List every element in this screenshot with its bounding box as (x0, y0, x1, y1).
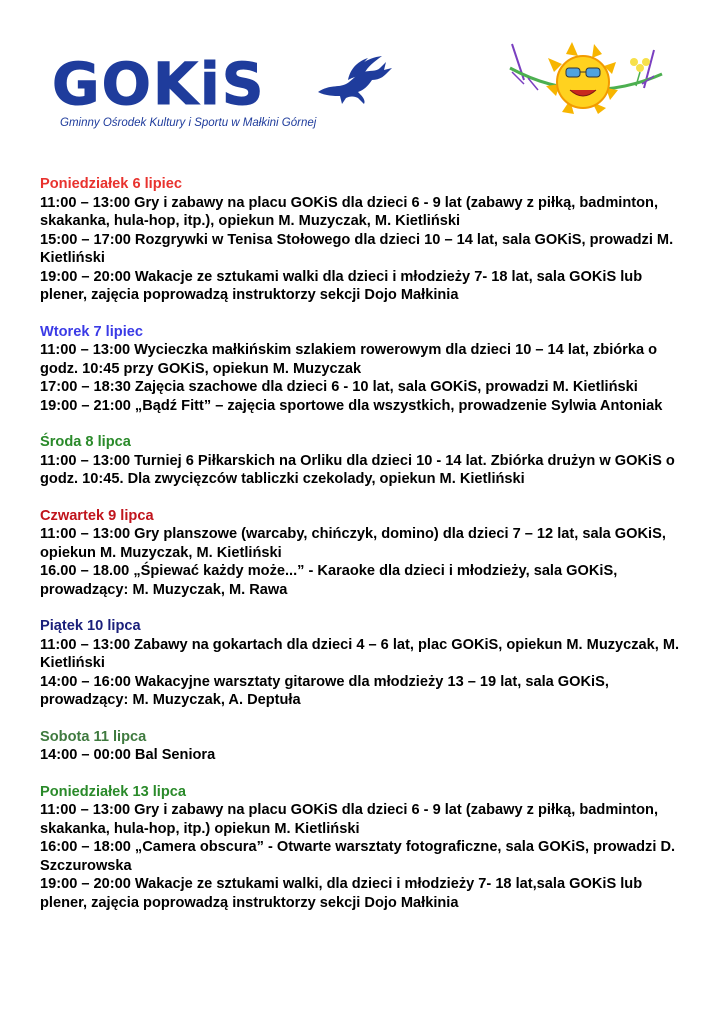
sun-hammock-icon (494, 38, 672, 132)
event-entry: 19:00 – 20:00 Wakacje ze sztukami walki dla dzieci i młodzieży 7- 18 lat, sala GOKiS lub plener, zajęcia poprowadzą instruktorzy sekcji Dojo Małkinia (40, 268, 643, 303)
day-block (40, 175, 684, 305)
day-heading: Poniedziałek 6 lipiec (40, 176, 182, 192)
day-block (40, 433, 684, 489)
day-block (40, 728, 684, 765)
event-entry: 19:00 – 20:00 Wakacje ze sztukami walki, dla dzieci i młodzieży 7- 18 lat,sala GOKiS lub plener, zajęcia poprowadzą instruktorzy sekcji Dojo Małkinia (40, 876, 643, 911)
pegasus-icon (312, 54, 398, 106)
event-entry: 11:00 – 13:00 Turniej 6 Piłkarskich na Orliku dla dzieci 10 - 14 lat. Zbiórka drużyn w GOKiS o godz. 10:45. Dla zwycięzców tabliczki czekolady, opiekun M. Kietliński (40, 452, 675, 487)
day-block (40, 323, 684, 416)
day-heading: Wtorek 7 lipiec (40, 323, 143, 340)
event-entry: 19:00 – 21:00 „Bądź Fitt” – zajęcia sportowe dla wszystkich, prowadzenie Sylwia Antoniak (40, 397, 663, 414)
day-heading: Poniedziałek 13 lipca (40, 783, 187, 800)
event-entry: 15:00 – 17:00 Rozgrywki w Tenisa Stołowego dla dzieci 10 – 14 lat, sala GOKiS, prowadzi M. Kietliński (40, 231, 674, 266)
event-entry: 14:00 – 00:00 Bal Seniora (40, 747, 216, 763)
logo-wordmark: GOKiS (52, 50, 266, 118)
event-entry: 11:00 – 13:00 Zabawy na gokartach dla dzieci 4 – 6 lat, plac GOKiS, opiekun M. Muzyczak, M. Kietliński (40, 636, 680, 671)
event-entry: 17:00 – 18:30 Zajęcia szachowe dla dzieci 6 - 10 lat, sala GOKiS, prowadzi M. Kietliński (40, 379, 638, 395)
day-heading: Piątek 10 lipca (40, 618, 141, 634)
day-block (40, 783, 684, 913)
event-entry: 14:00 – 16:00 Wakacyjne warsztaty gitarowe dla młodzieży 13 – 19 lat, sala GOKiS, prowadzący: M. Muzyczak, A. Deptuła (40, 673, 609, 708)
gokis-logo (40, 50, 406, 138)
event-entry: 11:00 – 13:00 Gry i zabawy na placu GOKiS dla dzieci 6 - 9 lat (zabawy z piłką, badminton, skakanka, hula-hop, itp.), opiekun M. Muzyczak, M. Kietliński (40, 194, 659, 229)
day-heading: Środa 8 lipca (40, 434, 131, 450)
event-entry: 11:00 – 13:00 Gry i zabawy na placu GOKiS dla dzieci 6 - 9 lat (zabawy z piłką, badminton, skakanka, hula-hop, itp.) opiekun M. Kietliński (40, 802, 659, 837)
event-entry: 11:00 – 13:00 Wycieczka małkińskim szlakiem rowerowym dla dzieci 10 – 14 lat, zbiórka o godz. 10:45 przy GOKiS, opiekun M. Muzyczak (40, 342, 658, 377)
event-entry: 16.00 – 18.00 „Śpiewać każdy może...” - Karaoke dla dzieci i młodzieży, sala GOKiS, prowadzący: M. Muzyczak, M. Rawa (40, 563, 618, 598)
day-heading: Sobota 11 lipca (40, 728, 147, 745)
day-heading: Czwartek 9 lipca (40, 507, 154, 524)
day-block (40, 507, 684, 600)
event-entry: 16:00 – 18:00 „Camera obscura” - Otwarte warsztaty fotograficzne, sala GOKiS, prowadzi D. Szczurowska (40, 839, 676, 874)
schedule (40, 175, 684, 930)
event-entry: 11:00 – 13:00 Gry planszowe (warcaby, chińczyk, domino) dla dzieci 7 – 12 lat, sala GOKiS, opiekun M. Muzyczak, M. Kietliński (40, 526, 666, 561)
logo-subtitle: Gminny Ośrodek Kultury i Sportu w Małkini Górnej (60, 117, 317, 129)
day-block (40, 617, 684, 710)
